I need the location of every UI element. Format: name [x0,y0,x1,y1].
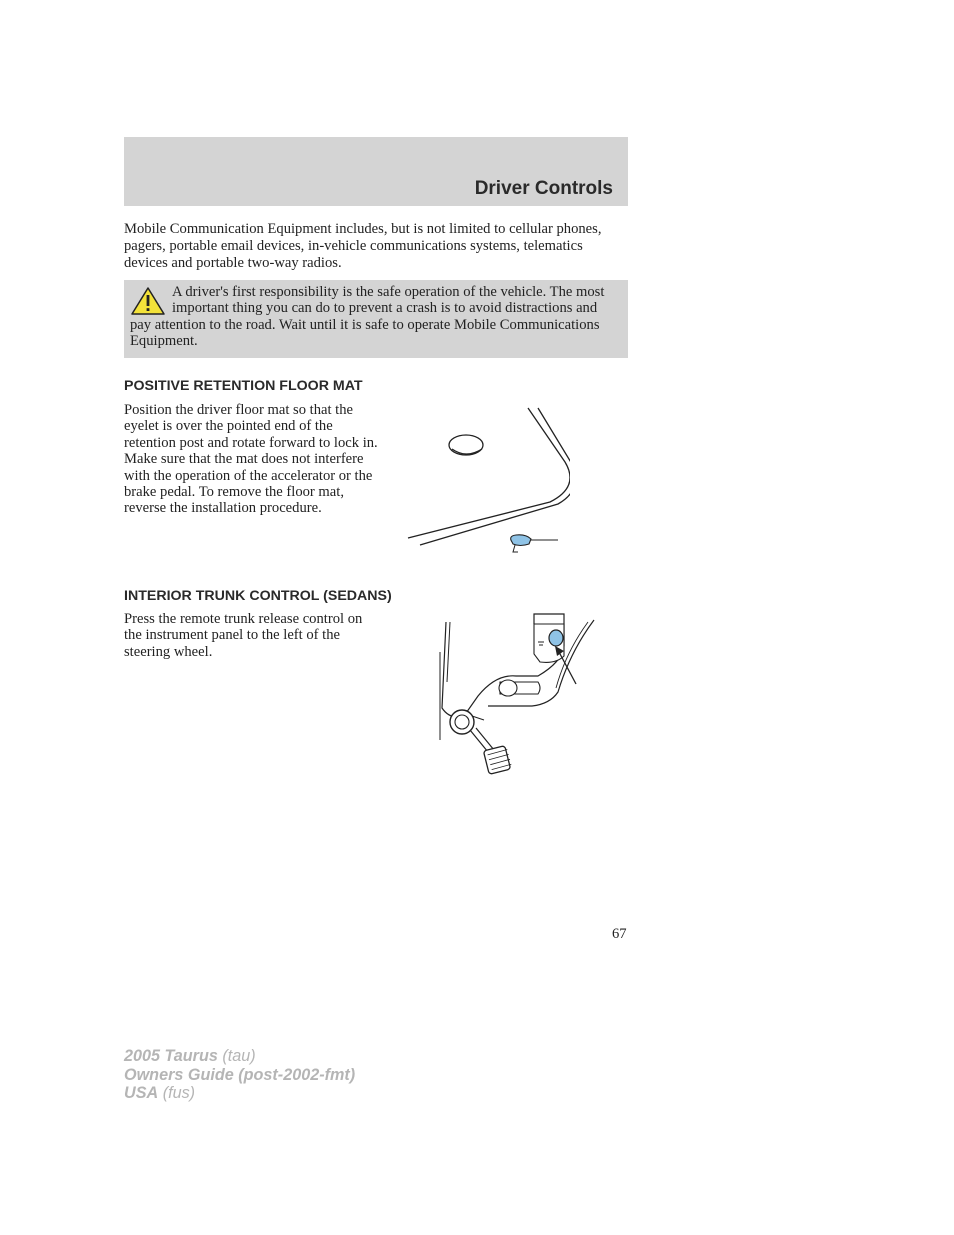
floor-mat-text: Position the driver floor mat so that the eyelet is over the pointed end of the retention post and rotate forward to lock in. Make sure that the mat does not interfere with the operation of the accelerator or the brake pedal. To remove the floor mat, reverse the installation procedure. [124,402,378,517]
floor-mat-heading: POSITIVE RETENTION FLOOR MAT [124,378,363,394]
page-number: 67 [612,926,627,942]
footer-line-3: USA (fus) [124,1084,196,1102]
warning-box [124,280,628,358]
footer [124,1047,355,1103]
warning-text: A driver's first responsibility is the safe operation of the vehicle. The most important thing you can do to prevent a crash is to avoid distractions and pay attention to the road. Wait until it is safe to operate Mobile Communications Equipment. [130,284,605,349]
page-title: Driver Controls [474,178,613,199]
trunk-control-illustration [436,612,602,778]
floor-mat-illustration [400,402,570,557]
trunk-control-heading: INTERIOR TRUNK CONTROL (SEDANS) [124,588,392,604]
intro-paragraph: Mobile Communication Equipment includes, but is not limited to cellular phones, pagers, portable email devices, in-vehicle communications systems, telematics devices and portable two-way radios. [124,221,602,271]
trunk-control-text: Press the remote trunk release control on the instrument panel to the left of the steering wheel. [124,611,363,660]
warning-triangle-icon [130,286,166,316]
footer-line-2: Owners Guide (post-2002-fmt) [124,1065,356,1084]
footer-line-1: 2005 Taurus (tau) [124,1047,256,1065]
header-bar [124,137,628,206]
